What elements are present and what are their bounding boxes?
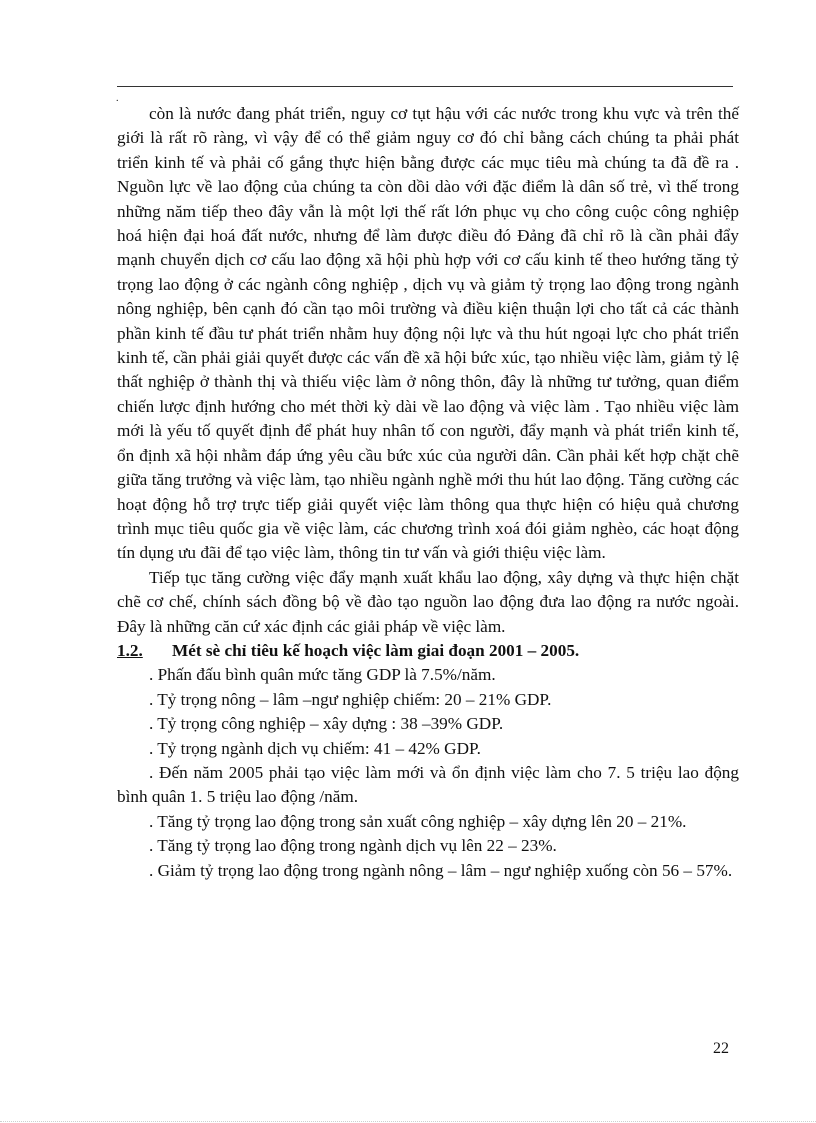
section-number: 1.2.: [117, 640, 143, 660]
body-paragraph-1: còn là nước đang phát triển, nguy cơ tụt hậu với các nước trong khu vực và trên thế giới là rất rõ ràng, vì vậy để có thể giảm nguy cơ đó chỉ bằng cách chúng ta phải phát triển kinh tế và phải cố gắng thực hiện bằng được các mục tiêu mà chúng ta đã đề ra . Nguồn lực về lao động của chúng ta còn dồi dào với đặc điểm là dân số trẻ, vì thế trong những năm tiếp theo đây vẫn là một lợi thế rất lớn phục vụ cho công cuộc công nghiệp hoá hiện đại hoá đất nước, nhưng để làm được điều đó Đảng đã chỉ rõ là cần phải đẩy mạnh chuyển dịch cơ cấu lao động xã hội phù hợp với cơ cấu kinh tế theo hướng tăng tỷ trọng lao động ở các ngành công nghiệp , dịch vụ và giảm tỷ trọng lao động trong ngành nông nghiệp, bên cạnh đó cần tạo môi trường và điều kiện thuận lợi cho tất cả các thành phần kinh tế đầu tư phát triển nhằm huy động nội lực và thu hút ngoại lực cho phát triển kinh tế, cần phải giải quyết được các vấn đề xã hội bức xúc, tạo nhiều việc làm, giảm tỷ lệ thất nghiệp ở thành thị và thiếu việc làm ở nông thôn, đây là những tư tưởng, quan điểm chiến lược định hướng cho mét thời kỳ dài về lao động và việc làm . Tạo nhiều việc làm mới là yếu tố quyết định để phát huy nhân tố con người, đẩy mạnh và phát triển kinh tế, ổn định xã hội nhằm đáp ứng yêu cầu bức xúc của người dân. Cần phải kết hợp chặt chẽ giữa tăng trưởng và việc làm, tạo nhiều ngành nghề mới thu hút lao động. Tăng cường các hoạt động hỗ trợ trực tiếp giải quyết việc làm thông qua thực hiện có hiệu quả chương trình mục tiêu quốc gia về việc làm, các chương trình xoá đói giảm nghèo, các hoạt động tín dụng ưu đãi để tạo việc làm, thông tin tư vấn và giới thiệu việc làm.: [117, 104, 739, 563]
list-item: . Giảm tỷ trọng lao động trong ngành nông – lâm – ngư nghiệp xuống còn 56 – 57%.: [149, 860, 733, 880]
list-item: . Phấn đấu bình quân mức tăng GDP là 7.5%/năm.: [149, 665, 496, 685]
section-title: Mét sè chỉ tiêu kế hoạch việc làm giai đoạn 2001 – 2005.: [172, 640, 580, 660]
footer-rule: [0, 1121, 816, 1122]
list-item: . Đến năm 2005 phải tạo việc làm mới và ổn định việc làm cho 7. 5 triệu lao động bình quân 1. 5 triệu lao động /năm.: [117, 762, 739, 807]
header-rule: [117, 86, 733, 87]
list-item: . Tăng tỷ trọng lao động trong ngành dịch vụ lên 22 – 23%.: [149, 836, 557, 856]
header-dot: .: [116, 93, 119, 104]
list-item: . Tỷ trọng nông – lâm –ngư nghiệp chiếm: 20 – 21% GDP.: [149, 689, 552, 709]
list-item: . Tăng tỷ trọng lao động trong sản xuất công nghiệp – xây dựng lên 20 – 21%.: [149, 811, 687, 831]
body-paragraph-2: Tiếp tục tăng cường việc đẩy mạnh xuất khẩu lao động, xây dựng và thực hiện chặt chẽ cơ chế, chính sách đồng bộ về đào tạo nguồn lao động đưa lao động ra nước ngoài. Đây là những căn cứ xác định các giải pháp về việc làm.: [117, 567, 739, 636]
section-heading: [117, 639, 739, 663]
list-item: . Tỷ trọng ngành dịch vụ chiếm: 41 – 42% GDP.: [149, 738, 481, 758]
list-item: . Tỷ trọng công nghiệp – xây dựng : 38 –39% GDP.: [149, 714, 504, 734]
document-body: [117, 102, 739, 883]
page-number: 22: [713, 1040, 729, 1057]
